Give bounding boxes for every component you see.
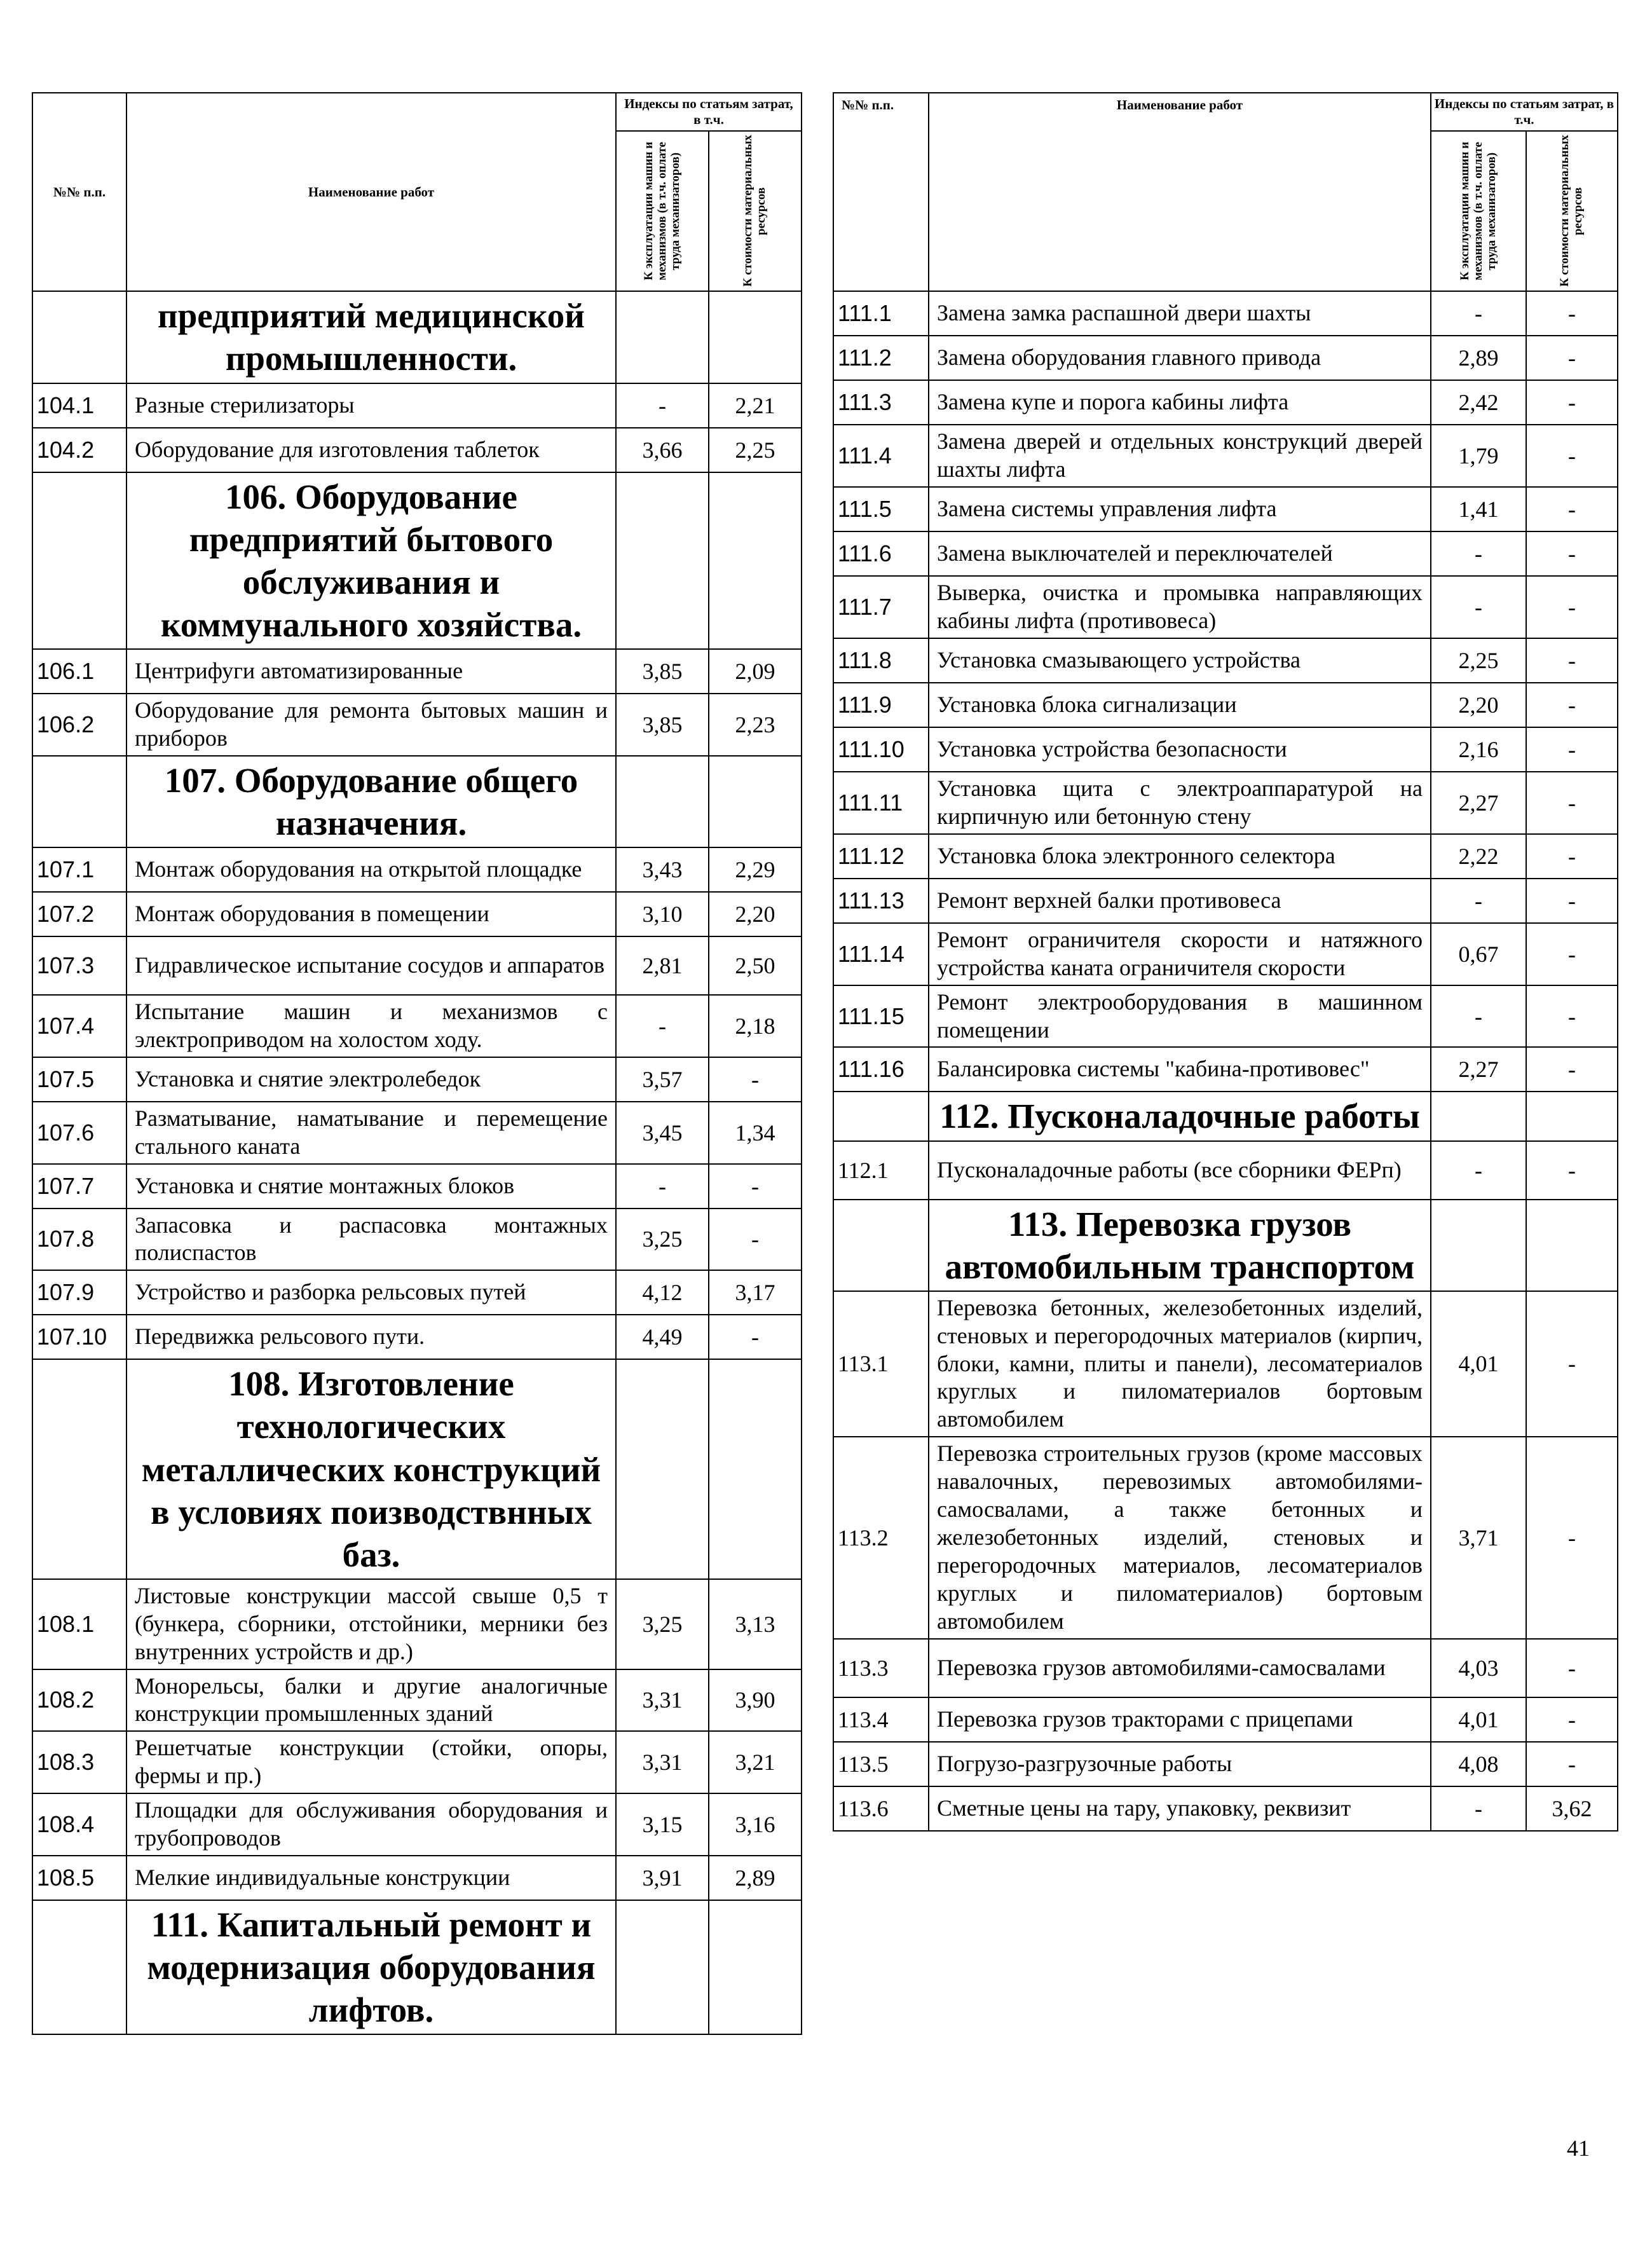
left-table-body (32, 291, 802, 2034)
work-name: Ремонт электрооборудования в машинном помещении (929, 985, 1431, 1048)
row-number: 107.8 (32, 1209, 126, 1271)
section-heading-row (32, 1359, 802, 1578)
table-row (32, 1579, 802, 1669)
header-num: №№ п.п. (32, 93, 126, 291)
index-machine: - (616, 383, 709, 428)
section-heading: 106. Оборудование предприятий бытового обслуживания и коммунального хозяйства. (126, 472, 616, 649)
index-materials: 2,18 (709, 995, 802, 1057)
table-row (32, 936, 802, 995)
table-row (32, 847, 802, 892)
index-machine: 0,67 (1431, 923, 1526, 985)
work-name: Установка и снятие электролебедок (126, 1057, 616, 1102)
section-heading-row (32, 756, 802, 847)
row-number: 113.5 (833, 1742, 929, 1786)
index-machine: 2,81 (616, 936, 709, 995)
work-name: Перевозка строительных грузов (кроме массовых навалочных, перевозимых автомобилями-самосвалами, а также бетонных и железобетонных изделий, стеновых и перегородочных материалов, лесоматериалов круглых и пиломатериалов) бортовым автомобилем (929, 1437, 1431, 1638)
work-name: Замена купе и порога кабины лифта (929, 380, 1431, 425)
table-row (833, 1639, 1618, 1697)
left-table (32, 92, 802, 2035)
table-row (833, 1742, 1618, 1786)
index-machine: 1,41 (1431, 487, 1526, 531)
index-materials: - (1526, 985, 1618, 1048)
index-materials: - (709, 1057, 802, 1102)
index-materials: - (1526, 923, 1618, 985)
row-number: 111.16 (833, 1047, 929, 1092)
row-number: 111.10 (833, 727, 929, 772)
work-name: Сметные цены на тару, упаковку, реквизит (929, 1786, 1431, 1831)
index-machine: - (1431, 576, 1526, 638)
empty-cell (709, 1900, 802, 2034)
index-materials: - (1526, 1291, 1618, 1437)
index-machine: 4,49 (616, 1315, 709, 1359)
index-machine: 1,79 (1431, 425, 1526, 487)
work-name: Погрузо-разгрузочные работы (929, 1742, 1431, 1786)
row-number: 111.4 (833, 425, 929, 487)
index-machine: 3,31 (616, 1669, 709, 1732)
work-name: Разные стерилизаторы (126, 383, 616, 428)
header-col-machine: К эксплуатации машин и механизмов (в т.ч. оплате труда механизаторов) (1431, 131, 1526, 291)
header-col-materials: К стоимости материальных ресурсов (1526, 131, 1618, 291)
header-num: №№ п.п. (833, 93, 929, 291)
work-name: Листовые конструкции массой свыше 0,5 т (бункера, сборники, отстойники, мерники без внутренних устройств и др.) (126, 1579, 616, 1669)
empty-cell (32, 472, 126, 649)
work-name: Выверка, очистка и промывка направляющих кабины лифта (противовеса) (929, 576, 1431, 638)
work-name: Монтаж оборудования на открытой площадке (126, 847, 616, 892)
work-name: Установка смазывающего устройства (929, 638, 1431, 683)
index-machine: 3,66 (616, 428, 709, 472)
empty-cell (32, 1359, 126, 1578)
table-row (833, 291, 1618, 336)
table-row (833, 923, 1618, 985)
index-machine: 3,25 (616, 1209, 709, 1271)
table-row (833, 1697, 1618, 1742)
table-row (32, 694, 802, 756)
section-heading: 112. Пусконаладочные работы (929, 1092, 1431, 1140)
index-materials: - (1526, 531, 1618, 576)
index-machine: 2,27 (1431, 772, 1526, 834)
page-number: 41 (1567, 2135, 1590, 2161)
index-machine: 2,27 (1431, 1047, 1526, 1092)
index-machine: 2,20 (1431, 683, 1526, 727)
empty-cell (32, 756, 126, 847)
row-number: 111.7 (833, 576, 929, 638)
work-name: Оборудование для ремонта бытовых машин и приборов (126, 694, 616, 756)
index-machine: 4,12 (616, 1270, 709, 1315)
index-machine: 3,31 (616, 1731, 709, 1793)
index-machine: - (1431, 1786, 1526, 1831)
row-number: 107.6 (32, 1102, 126, 1164)
empty-cell (1431, 1200, 1526, 1291)
index-machine: 3,25 (616, 1579, 709, 1669)
right-table (833, 92, 1618, 1832)
header-name: Наименование работ (126, 93, 616, 291)
index-materials: 1,34 (709, 1102, 802, 1164)
index-materials: 2,25 (709, 428, 802, 472)
index-materials: - (1526, 487, 1618, 531)
section-heading: 108. Изготовление технологических металлических конструкций в условиях поизводствнных баз. (126, 1359, 616, 1578)
header-col-materials: К стоимости материальных ресурсов (709, 131, 802, 291)
work-name: Испытание машин и механизмов с электроприводом на холостом ходу. (126, 995, 616, 1057)
section-heading-row (32, 1900, 802, 2034)
index-materials: - (1526, 1141, 1618, 1200)
row-number: 111.3 (833, 380, 929, 425)
work-name: Перевозка грузов автомобилями-самосвалами (929, 1639, 1431, 1697)
index-materials: 2,23 (709, 694, 802, 756)
work-name: Установка и снятие монтажных блоков (126, 1164, 616, 1209)
work-name: Замена дверей и отдельных конструкций дверей шахты лифта (929, 425, 1431, 487)
index-materials: 3,13 (709, 1579, 802, 1669)
index-materials: - (709, 1209, 802, 1271)
table-row (32, 1669, 802, 1732)
index-machine: - (616, 1164, 709, 1209)
index-machine: 2,89 (1431, 336, 1526, 380)
work-name: Балансировка системы "кабина-противовес" (929, 1047, 1431, 1092)
index-materials: - (1526, 425, 1618, 487)
empty-cell (616, 1900, 709, 2034)
table-row (32, 995, 802, 1057)
empty-cell (616, 1359, 709, 1578)
index-materials: 2,50 (709, 936, 802, 995)
table-row (32, 1731, 802, 1793)
table-row (833, 487, 1618, 531)
table-row (32, 1057, 802, 1102)
section-heading-row (833, 1200, 1618, 1291)
row-number: 106.2 (32, 694, 126, 756)
row-number: 107.4 (32, 995, 126, 1057)
table-row (833, 1437, 1618, 1638)
row-number: 111.2 (833, 336, 929, 380)
row-number: 111.8 (833, 638, 929, 683)
index-machine: - (616, 995, 709, 1057)
index-materials: - (1526, 638, 1618, 683)
header-col-machine: К эксплуатации машин и механизмов (в т.ч. оплате труда механизаторов) (616, 131, 709, 291)
index-machine: 4,08 (1431, 1742, 1526, 1786)
table-row (833, 727, 1618, 772)
section-heading: 113. Перевозка грузов автомобильным транспортом (929, 1200, 1431, 1291)
row-number: 107.1 (32, 847, 126, 892)
row-number: 108.5 (32, 1856, 126, 1900)
index-machine: 3,45 (616, 1102, 709, 1164)
table-row (32, 1793, 802, 1856)
index-machine: - (1431, 985, 1526, 1048)
header-name: Наименование работ (929, 93, 1431, 291)
index-machine: 3,91 (616, 1856, 709, 1900)
index-materials: 2,09 (709, 649, 802, 694)
table-row (32, 1209, 802, 1271)
work-name: Оборудование для изготовления таблеток (126, 428, 616, 472)
index-materials: - (1526, 576, 1618, 638)
row-number: 111.1 (833, 291, 929, 336)
row-number: 107.10 (32, 1315, 126, 1359)
work-name: Монтаж оборудования в помещении (126, 892, 616, 936)
empty-cell (1526, 1200, 1618, 1291)
index-machine: - (1431, 531, 1526, 576)
table-row (833, 638, 1618, 683)
row-number: 107.2 (32, 892, 126, 936)
work-name: Центрифуги автоматизированные (126, 649, 616, 694)
row-number: 112.1 (833, 1141, 929, 1200)
row-number: 107.5 (32, 1057, 126, 1102)
row-number: 113.2 (833, 1437, 929, 1638)
work-name: Гидравлическое испытание сосудов и аппаратов (126, 936, 616, 995)
index-machine: 3,85 (616, 694, 709, 756)
row-number: 111.15 (833, 985, 929, 1048)
work-name: Запасовка и распасовка монтажных полиспастов (126, 1209, 616, 1271)
work-name: Установка блока сигнализации (929, 683, 1431, 727)
index-machine: 4,03 (1431, 1639, 1526, 1697)
empty-cell (833, 1200, 929, 1291)
work-name: Монорельсы, балки и другие аналогичные конструкции промышленных зданий (126, 1669, 616, 1732)
index-materials: - (1526, 834, 1618, 879)
index-materials: 2,29 (709, 847, 802, 892)
table-row (833, 380, 1618, 425)
section-heading: предприятий медицинской промышленности. (126, 291, 616, 383)
work-name: Разматывание, наматывание и перемещение стального каната (126, 1102, 616, 1164)
table-row (32, 649, 802, 694)
index-materials: 3,62 (1526, 1786, 1618, 1831)
work-name: Ремонт верхней балки противовеса (929, 879, 1431, 923)
index-materials: - (1526, 879, 1618, 923)
index-materials: 3,16 (709, 1793, 802, 1856)
index-machine: 2,22 (1431, 834, 1526, 879)
row-number: 107.9 (32, 1270, 126, 1315)
empty-cell (709, 1359, 802, 1578)
table-row (833, 879, 1618, 923)
empty-cell (1431, 1092, 1526, 1140)
work-name: Перевозка грузов тракторами с прицепами (929, 1697, 1431, 1742)
index-materials: - (1526, 727, 1618, 772)
row-number: 111.5 (833, 487, 929, 531)
section-heading: 107. Оборудование общего назначения. (126, 756, 616, 847)
index-materials: - (1526, 1437, 1618, 1638)
row-number: 106.1 (32, 649, 126, 694)
index-materials: - (1526, 1047, 1618, 1092)
index-machine: 3,10 (616, 892, 709, 936)
section-heading: 111. Капитальный ремонт и модернизация оборудования лифтов. (126, 1900, 616, 2034)
index-machine: 3,43 (616, 847, 709, 892)
section-heading-row (833, 1092, 1618, 1140)
row-number: 108.4 (32, 1793, 126, 1856)
table-row (833, 531, 1618, 576)
row-number: 107.7 (32, 1164, 126, 1209)
index-materials: - (1526, 1639, 1618, 1697)
empty-cell (833, 1092, 929, 1140)
right-table-body (833, 291, 1618, 1830)
index-machine: 2,16 (1431, 727, 1526, 772)
index-materials: - (1526, 1742, 1618, 1786)
table-row (833, 1291, 1618, 1437)
index-materials: 2,21 (709, 383, 802, 428)
work-name: Установка блока электронного селектора (929, 834, 1431, 879)
work-name: Замена системы управления лифта (929, 487, 1431, 531)
table-row (833, 1141, 1618, 1200)
empty-cell (616, 291, 709, 383)
work-name: Установка устройства безопасности (929, 727, 1431, 772)
work-name: Передвижка рельсового пути. (126, 1315, 616, 1359)
empty-cell (1526, 1092, 1618, 1140)
index-materials: - (1526, 291, 1618, 336)
table-row (32, 383, 802, 428)
header-index: Индексы по статьям затрат, в т.ч. (616, 93, 802, 131)
empty-cell (709, 291, 802, 383)
work-name: Ремонт ограничителя скорости и натяжного устройства каната ограничителя скорости (929, 923, 1431, 985)
row-number: 113.3 (833, 1639, 929, 1697)
index-materials: - (709, 1164, 802, 1209)
table-row (32, 1270, 802, 1315)
index-materials: 3,17 (709, 1270, 802, 1315)
table-row (833, 985, 1618, 1048)
index-materials: - (1526, 1697, 1618, 1742)
index-machine: 3,15 (616, 1793, 709, 1856)
section-heading-row (32, 291, 802, 383)
work-name: Замена выключателей и переключателей (929, 531, 1431, 576)
work-name: Установка щита с электроаппаратурой на кирпичную или бетонную стену (929, 772, 1431, 834)
row-number: 113.6 (833, 1786, 929, 1831)
row-number: 113.4 (833, 1697, 929, 1742)
empty-cell (32, 291, 126, 383)
work-name: Мелкие индивидуальные конструкции (126, 1856, 616, 1900)
row-number: 111.6 (833, 531, 929, 576)
table-row (32, 428, 802, 472)
table-row (32, 1164, 802, 1209)
table-row (833, 1047, 1618, 1092)
index-machine: 3,85 (616, 649, 709, 694)
index-materials: - (1526, 683, 1618, 727)
index-materials: 2,89 (709, 1856, 802, 1900)
index-machine: - (1431, 879, 1526, 923)
empty-cell (32, 1900, 126, 2034)
row-number: 111.14 (833, 923, 929, 985)
empty-cell (709, 756, 802, 847)
index-machine: 2,42 (1431, 380, 1526, 425)
work-name: Решетчатые конструкции (стойки, опоры, фермы и пр.) (126, 1731, 616, 1793)
row-number: 104.2 (32, 428, 126, 472)
index-materials: - (1526, 336, 1618, 380)
table-row (833, 576, 1618, 638)
row-number: 107.3 (32, 936, 126, 995)
table-row (833, 683, 1618, 727)
row-number: 108.3 (32, 1731, 126, 1793)
table-row (833, 336, 1618, 380)
index-machine: - (1431, 291, 1526, 336)
index-machine: 4,01 (1431, 1291, 1526, 1437)
empty-cell (709, 472, 802, 649)
table-row (32, 1315, 802, 1359)
section-heading-row (32, 472, 802, 649)
header-index: Индексы по статьям затрат, в т.ч. (1431, 93, 1618, 131)
row-number: 104.1 (32, 383, 126, 428)
work-name: Замена оборудования главного привода (929, 336, 1431, 380)
work-name: Устройство и разборка рельсовых путей (126, 1270, 616, 1315)
row-number: 111.9 (833, 683, 929, 727)
table-row (32, 892, 802, 936)
row-number: 108.1 (32, 1579, 126, 1669)
row-number: 111.13 (833, 879, 929, 923)
row-number: 111.12 (833, 834, 929, 879)
table-row (833, 1786, 1618, 1831)
empty-cell (616, 472, 709, 649)
index-materials: - (709, 1315, 802, 1359)
index-materials: 3,90 (709, 1669, 802, 1732)
index-machine: 3,71 (1431, 1437, 1526, 1638)
index-machine: 4,01 (1431, 1697, 1526, 1742)
table-row (32, 1102, 802, 1164)
row-number: 108.2 (32, 1669, 126, 1732)
work-name: Перевозка бетонных, железобетонных изделий, стеновых и перегородочных материалов (кирпич, блоки, камни, плиты и панели), лесоматериалов круглых и пиломатериалов бортовым автомобилем (929, 1291, 1431, 1437)
work-name: Замена замка распашной двери шахты (929, 291, 1431, 336)
index-machine: 2,25 (1431, 638, 1526, 683)
index-materials: 2,20 (709, 892, 802, 936)
empty-cell (616, 756, 709, 847)
index-machine: - (1431, 1141, 1526, 1200)
work-name: Площадки для обслуживания оборудования и трубопроводов (126, 1793, 616, 1856)
table-row (833, 425, 1618, 487)
index-materials: - (1526, 380, 1618, 425)
index-materials: - (1526, 772, 1618, 834)
table-row (833, 772, 1618, 834)
table-row (32, 1856, 802, 1900)
row-number: 113.1 (833, 1291, 929, 1437)
row-number: 111.11 (833, 772, 929, 834)
work-name: Пусконаладочные работы (все сборники ФЕРп) (929, 1141, 1431, 1200)
index-machine: 3,57 (616, 1057, 709, 1102)
index-materials: 3,21 (709, 1731, 802, 1793)
table-row (833, 834, 1618, 879)
